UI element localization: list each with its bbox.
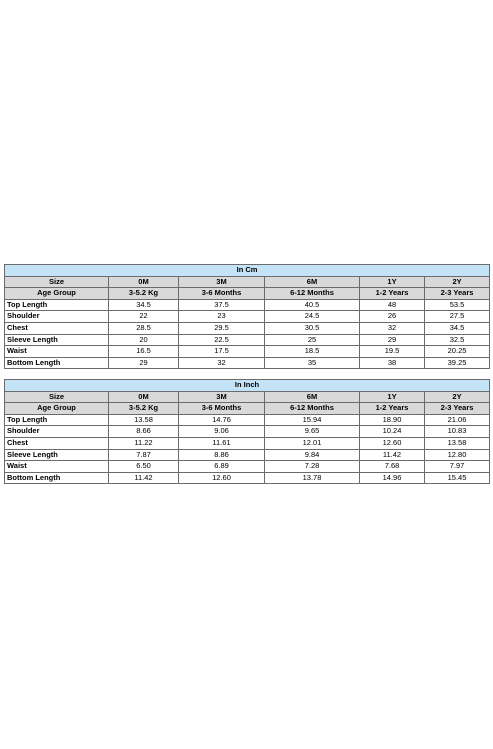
measurement-label: Bottom Length [5, 472, 109, 484]
measurement-value: 29 [360, 334, 425, 346]
measurement-value: 22.5 [179, 334, 265, 346]
header-cell: 6M [265, 276, 360, 288]
header-cell: 2Y [425, 276, 490, 288]
measurement-value: 48 [360, 299, 425, 311]
header-cell: 3-6 Months [179, 288, 265, 300]
measurement-value: 13.58 [109, 414, 179, 426]
measurement-value: 10.24 [360, 426, 425, 438]
header-cell: Age Group [5, 288, 109, 300]
table-row [5, 334, 490, 346]
header-cell: 6-12 Months [265, 288, 360, 300]
measurement-value: 9.06 [179, 426, 265, 438]
measurement-value: 11.42 [109, 472, 179, 484]
measurement-value: 18.90 [360, 414, 425, 426]
measurement-value: 27.5 [425, 311, 490, 323]
measurement-value: 9.65 [265, 426, 360, 438]
header-cell: 1-2 Years [360, 288, 425, 300]
measurement-value: 20 [109, 334, 179, 346]
measurement-value: 21.06 [425, 414, 490, 426]
measurement-value: 23 [179, 311, 265, 323]
header-cell: 6-12 Months [265, 403, 360, 415]
measurement-label: Top Length [5, 414, 109, 426]
measurement-value: 32.5 [425, 334, 490, 346]
size-chart-inch-table [4, 379, 490, 484]
measurement-value: 34.5 [425, 322, 490, 334]
measurement-value: 7.97 [425, 461, 490, 473]
measurement-value: 39.25 [425, 357, 490, 369]
measurement-value: 34.5 [109, 299, 179, 311]
table-row [5, 414, 490, 426]
measurement-value: 30.5 [265, 322, 360, 334]
header-cell: 3-5.2 Kg [109, 403, 179, 415]
header-cell: 1-2 Years [360, 403, 425, 415]
measurement-value: 10.83 [425, 426, 490, 438]
table-row [5, 357, 490, 369]
measurement-value: 17.5 [179, 346, 265, 358]
measurement-value: 14.76 [179, 414, 265, 426]
measurement-value: 24.5 [265, 311, 360, 323]
header-cell: 2-3 Years [425, 403, 490, 415]
size-chart-cm-table [4, 264, 490, 369]
size-header-row [5, 276, 490, 288]
header-cell: 0M [109, 276, 179, 288]
table-title: In Inch [5, 380, 490, 392]
measurement-value: 32 [179, 357, 265, 369]
measurement-value: 14.96 [360, 472, 425, 484]
measurement-value: 16.5 [109, 346, 179, 358]
measurement-value: 9.84 [265, 449, 360, 461]
header-cell: 3M [179, 391, 265, 403]
measurement-value: 7.87 [109, 449, 179, 461]
measurement-value: 19.5 [360, 346, 425, 358]
measurement-value: 13.58 [425, 437, 490, 449]
size-header-row [5, 391, 490, 403]
header-cell: 2Y [425, 391, 490, 403]
measurement-value: 6.50 [109, 461, 179, 473]
header-cell: 3-5.2 Kg [109, 288, 179, 300]
table-row [5, 449, 490, 461]
table-title: In Cm [5, 265, 490, 277]
measurement-value: 8.86 [179, 449, 265, 461]
measurement-value: 12.60 [360, 437, 425, 449]
measurement-value: 37.5 [179, 299, 265, 311]
header-cell: 3-6 Months [179, 403, 265, 415]
header-cell: 1Y [360, 391, 425, 403]
header-cell: 6M [265, 391, 360, 403]
measurement-value: 26 [360, 311, 425, 323]
measurement-value: 11.42 [360, 449, 425, 461]
table-row [5, 472, 490, 484]
measurement-label: Bottom Length [5, 357, 109, 369]
measurement-value: 7.68 [360, 461, 425, 473]
table-row [5, 311, 490, 323]
measurement-label: Shoulder [5, 426, 109, 438]
measurement-value: 11.22 [109, 437, 179, 449]
measurement-value: 22 [109, 311, 179, 323]
measurement-value: 35 [265, 357, 360, 369]
measurement-value: 29 [109, 357, 179, 369]
measurement-label: Top Length [5, 299, 109, 311]
measurement-value: 28.5 [109, 322, 179, 334]
header-cell: 0M [109, 391, 179, 403]
measurement-value: 38 [360, 357, 425, 369]
measurement-value: 18.5 [265, 346, 360, 358]
measurement-value: 32 [360, 322, 425, 334]
table-row [5, 437, 490, 449]
measurement-label: Waist [5, 461, 109, 473]
measurement-value: 29.5 [179, 322, 265, 334]
header-cell: 2-3 Years [425, 288, 490, 300]
table-title-row [5, 265, 490, 277]
measurement-label: Shoulder [5, 311, 109, 323]
header-cell: Age Group [5, 403, 109, 415]
table-title-row [5, 380, 490, 392]
measurement-value: 25 [265, 334, 360, 346]
measurement-label: Waist [5, 346, 109, 358]
measurement-label: Sleeve Length [5, 449, 109, 461]
measurement-value: 53.5 [425, 299, 490, 311]
age-group-header-row [5, 403, 490, 415]
measurement-value: 11.61 [179, 437, 265, 449]
measurement-value: 12.80 [425, 449, 490, 461]
header-cell: Size [5, 276, 109, 288]
table-row [5, 346, 490, 358]
measurement-value: 12.01 [265, 437, 360, 449]
measurement-label: Sleeve Length [5, 334, 109, 346]
measurement-value: 40.5 [265, 299, 360, 311]
measurement-value: 15.94 [265, 414, 360, 426]
measurement-value: 20.25 [425, 346, 490, 358]
measurement-value: 13.78 [265, 472, 360, 484]
header-cell: 3M [179, 276, 265, 288]
measurement-value: 7.28 [265, 461, 360, 473]
header-cell: Size [5, 391, 109, 403]
measurement-value: 12.60 [179, 472, 265, 484]
age-group-header-row [5, 288, 490, 300]
table-row [5, 299, 490, 311]
table-row [5, 461, 490, 473]
table-row [5, 322, 490, 334]
table-row [5, 426, 490, 438]
measurement-value: 6.89 [179, 461, 265, 473]
measurement-label: Chest [5, 437, 109, 449]
measurement-value: 8.66 [109, 426, 179, 438]
measurement-label: Chest [5, 322, 109, 334]
measurement-value: 15.45 [425, 472, 490, 484]
header-cell: 1Y [360, 276, 425, 288]
